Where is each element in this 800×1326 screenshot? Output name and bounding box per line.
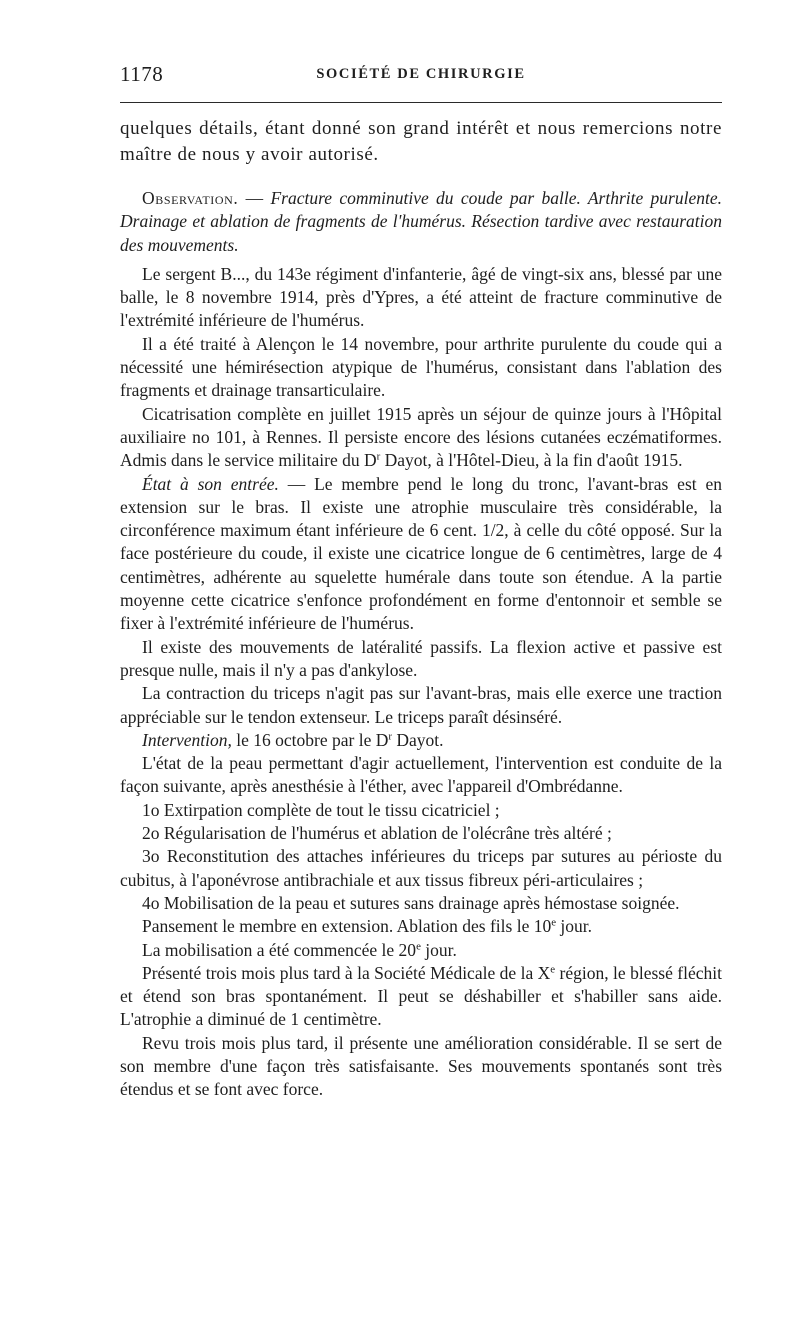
intervention-text-a: le 16 octobre par le D: [231, 729, 389, 750]
intro-paragraph: quelques détails, étant donné son grand intérêt et nous remercions notre maître de nous y avoir autorisé.: [120, 118, 722, 165]
cicatrisation-text-a: Cicatrisation complète en juillet 1915 après un séjour de quinze jours à l'Hôpital auxiliaire no 101, à Rennes. Il persiste encore des lésions cutanées eczématiformes. Admis dans le service militaire du D: [120, 403, 722, 471]
pansement-text-a: Pansement le membre en extension. Ablation des fils le 10: [142, 916, 552, 937]
etat-text: — Le membre pend le long du tronc, l'avant-bras est en extension sur le bras. Il existe une atrophie musculaire très considérable, la circonférence maximum étant inférieure de 6 cent. 1/2, à celle du côté opposé. Sur la face postérieure du coude, il existe une cicatrice longue de 6 centimètres, large de 4 centimètres, adhérente au squelette humérale dans toute son étendue. A la partie moyenne cette cicatrice s'enfonce profondément en forme d'entonnoir et semble se fixer à l'extrémité inférieure de l'humérus.: [120, 473, 722, 634]
paragraph-intervention: [120, 729, 722, 752]
paragraph-revu: Revu trois mois plus tard, il présente une amélioration considérable. Il se sert de son membre d'une façon très satisfaisante. Ses mouvements spontanés sont très étendus et se font avec force.: [120, 1032, 722, 1100]
running-head: SOCIÉTÉ DE CHIRURGIE: [316, 66, 526, 82]
mobilisation-text-b: jour.: [420, 939, 457, 960]
paragraph-treatment: Il a été traité à Alençon le 14 novembre, pour arthrite purulente du coude qui a nécessité une hémirésection atypique de l'humérus, consistant dans l'ablation des fragments et drainage transarticulaire.: [120, 333, 722, 401]
paragraph-triceps: La contraction du triceps n'agit pas sur l'avant-bras, mais elle exerce une traction appréciable sur le tendon extenseur. Le triceps paraît désinséré.: [120, 683, 722, 727]
intervention-text-b: Dayot.: [392, 729, 444, 750]
mobilisation-text-a: La mobilisation a été commencée le 20: [142, 939, 417, 960]
header-rule: [120, 102, 722, 103]
superscript: e: [416, 940, 421, 952]
observation-label: Observation.: [142, 188, 239, 208]
superscript: e: [550, 963, 556, 976]
intervention-label: Intervention,: [142, 729, 232, 750]
paragraph-patient: Le sergent B..., du 143e régiment d'infanterie, âgé de vingt-six ans, blessé par une balle, le 8 novembre 1914, près d'Ypres, a été atteint de fracture comminutive de l'extrémité inférieure de l'humérus.: [120, 263, 722, 331]
paragraph-etat: [120, 473, 722, 636]
step-1: 1o Extirpation complète de tout le tissu cicatriciel ;: [142, 799, 500, 820]
paragraph-mobilisation: [120, 939, 722, 962]
observation-heading: [120, 187, 722, 257]
cicatrisation-text-b: Dayot, à l'Hôtel-Dieu, à la fin d'août 1915.: [380, 450, 683, 471]
presente-text-a: Présenté trois mois plus tard à la Société Médicale de la X: [142, 962, 551, 983]
step-4: 4o Mobilisation de la peau et sutures sans drainage après hémostase soignée.: [142, 892, 680, 913]
superscript: e: [551, 916, 557, 929]
paragraph-presente: [120, 962, 722, 1032]
observation-dash: —: [238, 188, 271, 208]
superscript: r: [388, 730, 392, 743]
step-2: 2o Régularisation de l'humérus et ablation de l'olécrâne très altéré ;: [142, 823, 612, 844]
body-text: [120, 116, 722, 1102]
pansement-text-b: jour.: [556, 916, 593, 937]
paragraph-pansement: [120, 915, 722, 938]
presente-text-b: région, le blessé fléchit et étend son bras spontanément. Il peut se déshabiller et s'habiller sans aide. L'atrophie a diminué de 1 centimètre.: [120, 962, 722, 1030]
page-header: [120, 62, 722, 92]
observation-title: Fracture comminutive du coude par balle. Arthrite purulente. Drainage et ablation de fragments de l'humérus. Résection tardive avec restauration des mouvements.: [120, 188, 723, 255]
superscript: r: [376, 450, 381, 463]
page-number: 1178: [120, 62, 164, 86]
paragraph-cicatrisation: [120, 403, 722, 473]
step-3: 3o Reconstitution des attaches inférieures du triceps par sutures au périoste du cubitus, à l'aponévrose antibrachiale et aux tissus fibreux péri-articulaires ;: [120, 846, 722, 890]
paragraph-mouvements: Il existe des mouvements de latéralité passifs. La flexion active et passive est presque nulle, mais il n'y a pas d'ankylose.: [120, 636, 722, 680]
paragraph-procedure: L'état de la peau permettant d'agir actuellement, l'intervention est conduite de la façon suivante, après anesthésie à l'éther, avec l'appareil d'Ombrédanne.: [120, 753, 722, 797]
etat-label: État à son entrée.: [142, 473, 279, 494]
